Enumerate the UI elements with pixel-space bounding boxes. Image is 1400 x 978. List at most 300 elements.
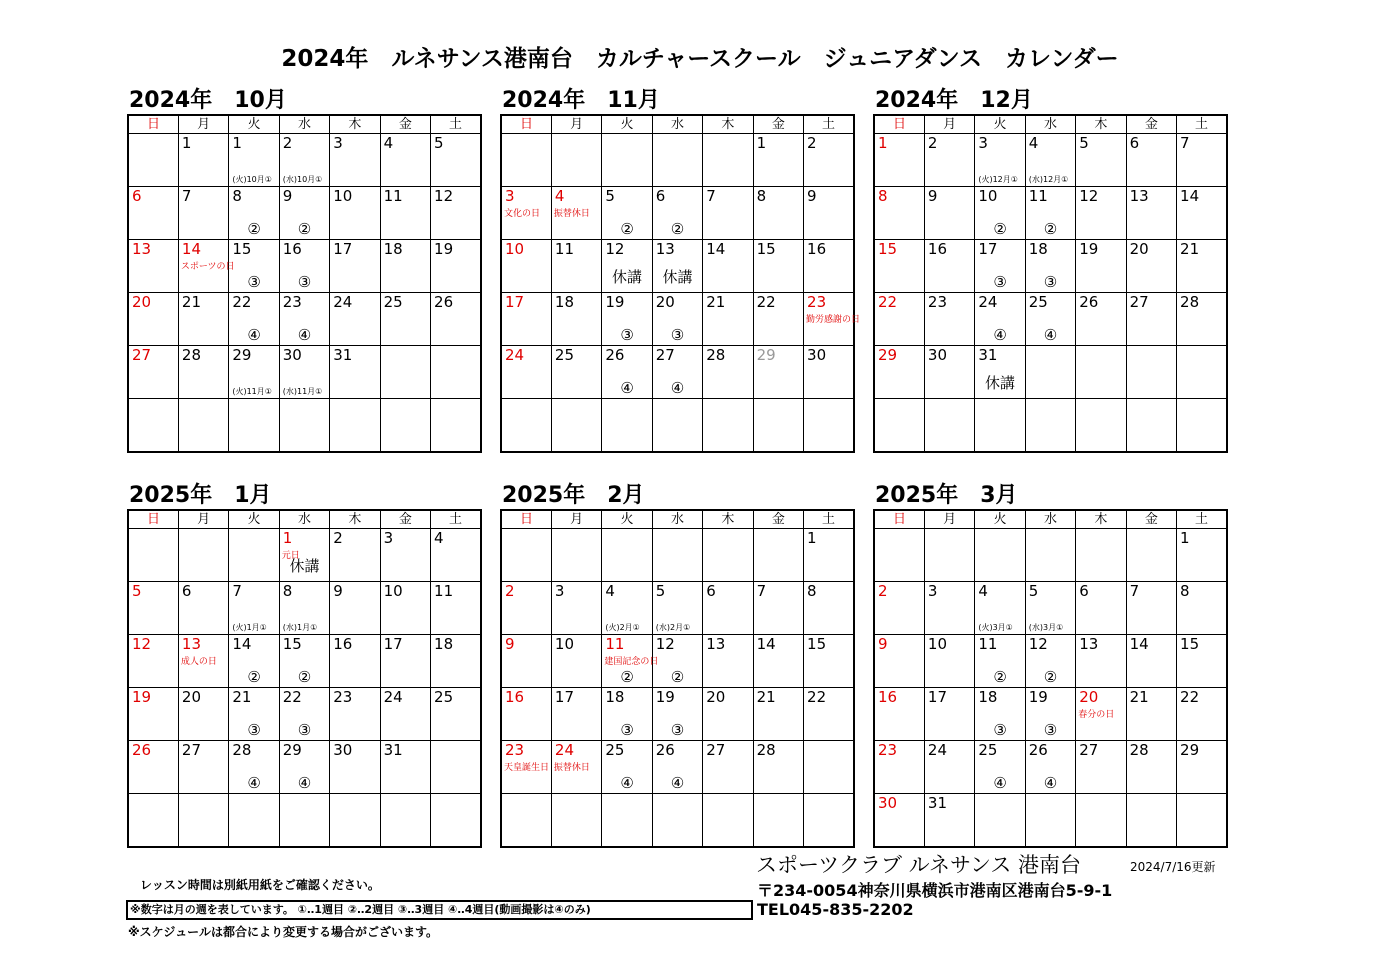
day-cell (279, 529, 329, 582)
day-cell (1177, 134, 1227, 187)
day-cell (753, 529, 803, 582)
weekday-header: 火 (229, 115, 279, 134)
holiday-label: 振替休日 (553, 763, 590, 773)
day-cell (178, 399, 228, 453)
day-cell (652, 529, 702, 582)
day-cell (1025, 134, 1075, 187)
day-cell (1025, 741, 1075, 794)
club-address: 〒234-0054神奈川県横浜市港南区港南台5-9-1 (757, 881, 1113, 900)
day-cell (1126, 688, 1176, 741)
day-number: 21 (756, 688, 776, 706)
day-cell (652, 240, 702, 293)
day-cell (1126, 399, 1176, 453)
day-number: 1 (232, 134, 242, 152)
day-number: 20 (706, 688, 726, 706)
weekday-header: 木 (703, 510, 753, 529)
day-cell (551, 688, 601, 741)
day-cell (975, 399, 1025, 453)
day-cell (1177, 346, 1227, 399)
week-number-mark: ② (1043, 668, 1058, 686)
day-number: 21 (1180, 240, 1200, 258)
holiday-label: 振替休日 (553, 209, 590, 219)
day-number: 2 (505, 582, 515, 600)
day-number: 31 (383, 741, 403, 759)
day-cell (1126, 582, 1176, 635)
day-cell (602, 187, 652, 240)
day-cell (703, 346, 753, 399)
day-cell (501, 134, 551, 187)
schedule-note: (水)10月① (282, 175, 323, 184)
day-number: 2 (282, 134, 293, 152)
day-number: 20 (1079, 688, 1099, 706)
day-number: 7 (1129, 582, 1140, 600)
day-cell (551, 240, 601, 293)
weekday-header: 金 (1126, 115, 1176, 134)
week-number-mark: ④ (1043, 774, 1058, 792)
day-number: 15 (878, 240, 898, 258)
day-number: 14 (232, 635, 252, 653)
day-number: 10 (383, 582, 403, 600)
day-number: 29 (1180, 741, 1200, 759)
weekday-header: 水 (279, 115, 329, 134)
day-cell (1177, 635, 1227, 688)
day-cell (178, 346, 228, 399)
schedule-note: (火)1月① (232, 623, 267, 632)
day-cell (975, 293, 1025, 346)
day-cell (128, 582, 178, 635)
day-cell (431, 688, 481, 741)
day-cell (874, 741, 924, 794)
day-number: 30 (282, 346, 302, 364)
day-cell (652, 293, 702, 346)
lesson-time-note: レッスン時間は別紙用紙をご確認ください。 (140, 878, 380, 892)
day-number: 29 (756, 346, 776, 364)
day-cell (330, 582, 380, 635)
weekday-header: 土 (1177, 510, 1227, 529)
day-cell (602, 346, 652, 399)
day-cell (551, 529, 601, 582)
day-cell (1177, 688, 1227, 741)
day-cell (431, 293, 481, 346)
day-cell (501, 399, 551, 453)
day-number: 14 (181, 240, 202, 258)
month-title: 2025年 3月 (875, 483, 1018, 508)
day-number: 4 (554, 187, 565, 205)
week-number-mark: ② (247, 668, 261, 686)
day-cell (330, 346, 380, 399)
day-cell (602, 529, 652, 582)
day-number: 4 (383, 134, 394, 152)
day-number: 9 (333, 582, 343, 600)
day-cell (804, 187, 854, 240)
weekday-header: 水 (1025, 115, 1075, 134)
day-cell (551, 582, 601, 635)
day-number: 10 (505, 240, 525, 258)
day-cell (330, 741, 380, 794)
day-cell (874, 346, 924, 399)
day-number: 29 (232, 346, 252, 364)
day-number: 12 (132, 635, 152, 653)
day-cell (229, 293, 279, 346)
weekday-header: 火 (602, 115, 652, 134)
day-cell (1177, 399, 1227, 453)
day-cell (1076, 346, 1126, 399)
day-number: 26 (434, 293, 454, 311)
schedule-note: (火)10月① (232, 175, 272, 184)
day-cell (874, 187, 924, 240)
day-cell (128, 794, 178, 848)
day-cell (924, 741, 974, 794)
day-number: 28 (756, 741, 776, 759)
week-number-mark: ④ (297, 774, 312, 792)
weekday-header: 水 (652, 115, 702, 134)
weekday-header: 土 (431, 115, 481, 134)
day-number: 31 (978, 346, 998, 364)
day-number: 25 (554, 346, 575, 364)
day-number: 11 (434, 582, 454, 600)
weekday-header: 木 (703, 115, 753, 134)
day-cell (703, 688, 753, 741)
day-number: 25 (605, 741, 625, 759)
day-number: 19 (655, 688, 675, 706)
day-cell (753, 399, 803, 453)
day-cell (1177, 293, 1227, 346)
day-cell (330, 794, 380, 848)
day-cell (128, 741, 178, 794)
day-number: 4 (434, 529, 444, 547)
schedule-change-note: ※スケジュールは都合により変更する場合がございます。 (128, 925, 438, 939)
day-cell (279, 635, 329, 688)
holiday-label: スポーツの日 (180, 262, 235, 272)
club-tel: TEL045-835-2202 (757, 900, 914, 919)
day-cell (431, 134, 481, 187)
day-cell (229, 794, 279, 848)
day-cell (602, 582, 652, 635)
day-cell (602, 134, 652, 187)
day-number: 9 (878, 635, 888, 653)
week-number-mark: ④ (247, 326, 261, 344)
holiday-label: 勤労感謝の日 (806, 315, 861, 325)
week-number-mark: ② (297, 668, 312, 686)
day-number: 15 (232, 240, 252, 258)
day-cell (330, 399, 380, 453)
day-number: 9 (505, 635, 515, 653)
day-cell (229, 240, 279, 293)
day-cell (431, 582, 481, 635)
day-cell (703, 582, 753, 635)
weekday-header: 木 (1076, 510, 1126, 529)
week-number-mark: ④ (993, 326, 1007, 344)
weekday-header: 日 (501, 510, 551, 529)
day-cell (380, 240, 430, 293)
day-number: 19 (434, 240, 454, 258)
day-number: 28 (232, 741, 252, 759)
club-name: スポーツクラブ ルネサンス 港南台 (756, 853, 1081, 877)
day-number: 17 (383, 635, 403, 653)
class-cancelled-label: 休講 (662, 268, 693, 286)
day-cell (602, 635, 659, 688)
day-number: 17 (333, 240, 353, 258)
holiday-label: 文化の日 (504, 209, 541, 219)
day-number: 18 (605, 688, 625, 706)
day-cell (1177, 187, 1227, 240)
month-calendar (127, 114, 482, 453)
day-cell (874, 240, 924, 293)
day-cell (804, 794, 854, 848)
day-number: 25 (383, 293, 403, 311)
week-number-mark: ③ (297, 721, 312, 739)
day-cell (753, 293, 803, 346)
holiday-label: 天皇誕生日 (504, 763, 550, 773)
day-number: 1 (1180, 529, 1190, 547)
day-cell (924, 240, 974, 293)
day-cell (501, 741, 551, 794)
day-number: 9 (927, 187, 938, 205)
day-number: 12 (655, 635, 675, 653)
day-cell (551, 794, 601, 848)
day-number: 11 (978, 635, 998, 653)
month-title: 2024年 11月 (502, 88, 660, 113)
day-cell (1076, 293, 1126, 346)
day-cell (380, 293, 430, 346)
day-cell (551, 187, 601, 240)
day-number: 15 (282, 635, 302, 653)
day-cell (1025, 688, 1075, 741)
day-cell (703, 399, 753, 453)
day-number: 6 (181, 582, 192, 600)
day-cell (874, 293, 924, 346)
schedule-note: (水)12月① (1028, 175, 1069, 184)
weekday-header: 土 (431, 510, 481, 529)
day-cell (178, 741, 228, 794)
class-cancelled-label: 休講 (289, 557, 320, 575)
day-cell (703, 741, 753, 794)
week-number-mark: ④ (1043, 326, 1058, 344)
day-number: 14 (706, 240, 726, 258)
day-cell (975, 240, 1025, 293)
day-number: 25 (434, 688, 454, 706)
day-cell (975, 635, 1025, 688)
day-cell (501, 582, 551, 635)
day-number: 23 (878, 741, 898, 759)
day-number: 11 (554, 240, 575, 258)
day-cell (178, 134, 228, 187)
day-number: 18 (383, 240, 403, 258)
day-cell (178, 529, 228, 582)
weekday-header: 火 (602, 510, 652, 529)
day-cell (652, 741, 702, 794)
day-number: 14 (1180, 187, 1200, 205)
weekday-header: 土 (804, 115, 854, 134)
day-number: 19 (1079, 240, 1099, 258)
week-number-mark: ④ (670, 774, 685, 792)
day-cell (924, 794, 974, 848)
day-cell (753, 688, 803, 741)
weekday-header: 水 (279, 510, 329, 529)
day-cell (501, 635, 551, 688)
day-number: 6 (706, 582, 716, 600)
day-cell (229, 187, 279, 240)
day-cell (178, 635, 228, 688)
weekday-header: 日 (874, 115, 924, 134)
updated-date: 2024/7/16更新 (1130, 860, 1216, 874)
day-number: 12 (605, 240, 625, 258)
day-cell (924, 529, 974, 582)
day-cell (753, 794, 803, 848)
day-number: 12 (1079, 187, 1099, 205)
day-number: 3 (927, 582, 938, 600)
day-number: 24 (333, 293, 353, 311)
day-cell (279, 134, 329, 187)
day-number: 2 (333, 529, 343, 547)
day-cell (431, 240, 481, 293)
day-cell (703, 794, 753, 848)
day-number: 1 (181, 134, 192, 152)
day-cell (753, 582, 803, 635)
day-cell (1076, 529, 1126, 582)
day-cell (874, 635, 924, 688)
day-cell (551, 741, 601, 794)
day-number: 29 (282, 741, 302, 759)
day-number: 15 (756, 240, 776, 258)
day-cell (1126, 635, 1176, 688)
day-cell (380, 582, 430, 635)
week-number-mark: ② (670, 220, 685, 238)
day-number: 23 (333, 688, 353, 706)
day-number: 30 (807, 346, 827, 364)
day-number: 16 (282, 240, 302, 258)
week-number-mark: ② (620, 220, 634, 238)
week-number-mark: ② (247, 220, 261, 238)
day-number: 1 (807, 529, 817, 547)
day-number: 1 (282, 529, 293, 547)
day-cell (501, 293, 551, 346)
day-cell (924, 346, 974, 399)
day-cell (1076, 688, 1126, 741)
month-calendar (873, 509, 1228, 848)
day-number: 10 (554, 635, 575, 653)
day-number: 24 (978, 293, 998, 311)
day-cell (229, 688, 279, 741)
day-cell (1025, 635, 1075, 688)
day-number: 14 (1129, 635, 1149, 653)
weekday-header: 土 (1177, 115, 1227, 134)
day-cell (1177, 794, 1227, 848)
day-cell (703, 187, 753, 240)
day-cell (330, 187, 380, 240)
weekday-header: 月 (924, 510, 974, 529)
day-number: 5 (132, 582, 142, 600)
day-number: 27 (1129, 293, 1149, 311)
day-number: 27 (706, 741, 726, 759)
day-number: 22 (807, 688, 827, 706)
day-cell (431, 529, 481, 582)
day-number: 13 (1129, 187, 1149, 205)
holiday-label: 春分の日 (1078, 710, 1115, 720)
day-cell (1025, 529, 1075, 582)
day-cell (501, 688, 551, 741)
day-number: 21 (706, 293, 726, 311)
day-number: 21 (181, 293, 202, 311)
day-number: 22 (232, 293, 252, 311)
day-number: 17 (978, 240, 998, 258)
day-cell (178, 240, 235, 293)
weekday-header: 日 (128, 115, 178, 134)
day-number: 26 (1079, 293, 1099, 311)
month-title: 2025年 2月 (502, 483, 645, 508)
day-number: 22 (282, 688, 302, 706)
day-number: 27 (132, 346, 152, 364)
week-number-mark: ② (993, 220, 1007, 238)
day-number: 30 (333, 741, 353, 759)
holiday-label: 成人の日 (180, 657, 217, 667)
day-cell (652, 582, 702, 635)
day-number: 5 (1028, 582, 1039, 600)
weekday-header: 水 (652, 510, 702, 529)
schedule-note: (水)2月① (655, 623, 691, 632)
day-cell (1126, 134, 1176, 187)
day-cell (380, 635, 430, 688)
day-cell (975, 187, 1025, 240)
day-cell (431, 187, 481, 240)
month-calendar (127, 509, 482, 848)
day-number: 4 (605, 582, 615, 600)
week-number-mark: ③ (620, 721, 634, 739)
day-cell (551, 635, 601, 688)
day-cell (229, 741, 279, 794)
day-cell (380, 134, 430, 187)
day-number: 18 (978, 688, 998, 706)
day-number: 3 (978, 134, 988, 152)
day-cell (804, 134, 854, 187)
day-number: 10 (927, 635, 948, 653)
day-cell (703, 134, 753, 187)
day-number: 28 (1129, 741, 1149, 759)
day-cell (431, 741, 481, 794)
day-number: 6 (1129, 134, 1140, 152)
day-cell (1076, 741, 1126, 794)
day-number: 20 (132, 293, 152, 311)
day-number: 7 (756, 582, 767, 600)
day-number: 13 (132, 240, 152, 258)
day-cell (1025, 293, 1075, 346)
day-cell (279, 346, 329, 399)
day-cell (1025, 187, 1075, 240)
day-cell (128, 240, 178, 293)
week-number-mark: ③ (1043, 721, 1058, 739)
day-number: 18 (554, 293, 575, 311)
day-cell (804, 635, 854, 688)
week-number-mark: ③ (993, 721, 1007, 739)
day-cell (431, 635, 481, 688)
month-title: 2025年 1月 (129, 483, 272, 508)
day-number: 12 (434, 187, 454, 205)
day-cell (380, 794, 430, 848)
day-number: 30 (927, 346, 948, 364)
week-number-mark: ③ (247, 721, 261, 739)
day-cell (975, 688, 1025, 741)
day-cell (1126, 187, 1176, 240)
day-cell (975, 741, 1025, 794)
day-number: 13 (1079, 635, 1099, 653)
holiday-label: 元日 (281, 551, 300, 561)
day-number: 13 (655, 240, 675, 258)
day-cell (804, 741, 854, 794)
day-number: 14 (756, 635, 776, 653)
day-cell (602, 794, 652, 848)
day-number: 22 (878, 293, 898, 311)
day-cell (1025, 346, 1075, 399)
